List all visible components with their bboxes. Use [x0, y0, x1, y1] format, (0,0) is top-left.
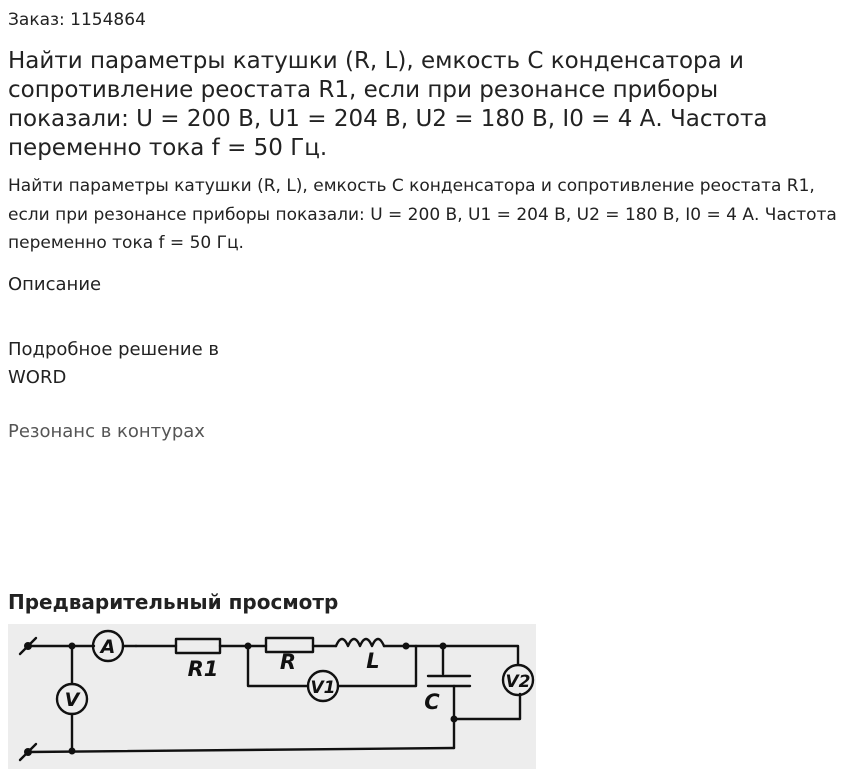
task-description: Найти параметры катушки (R, L), емкость С конденсатора и сопротивление реостата R1, если при резонансе приборы показали: U = 200 В, U1 = 204 В, U2 = 180 В, I0 = 4 А. Частота переменно тока f = 50 Гц. [8, 176, 837, 253]
category-link[interactable]: Резонанс в контурах [8, 421, 205, 442]
r-label: R [279, 650, 297, 674]
description-label: Описание [8, 274, 102, 295]
v-label: V [64, 689, 80, 711]
v2-label: V2 [505, 672, 531, 692]
solution-format: Подробное решение в WORD [8, 339, 220, 388]
voltmeter-v2 [503, 665, 533, 695]
order-number: Заказ: 1154864 [8, 10, 146, 30]
ammeter [93, 631, 123, 661]
task-title: Найти параметры катушки (R, L), емкость С конденсатора и сопротивление реостата R1, если при резонансе приборы показали: U = 200 В, U1 = 204 В, U2 = 180 В, I0 = 4 А. Частота переменно тока f = 50 Гц. [8, 48, 768, 161]
resistor-r1 [176, 639, 220, 681]
voltmeter-v1 [308, 671, 338, 701]
v1-label: V1 [310, 678, 336, 698]
inductor-l [336, 639, 384, 673]
l-label: L [366, 649, 380, 673]
voltmeter-v [57, 684, 87, 714]
circuit-diagram [8, 624, 536, 769]
c-label: C [424, 690, 440, 714]
preview-heading: Предварительный просмотр [8, 590, 339, 614]
ammeter-label: A [100, 636, 116, 658]
resistor-r [266, 638, 313, 674]
capacitor-c [424, 676, 470, 714]
circuit-preview-image [8, 624, 536, 769]
r1-label: R1 [187, 657, 219, 681]
bottom-wire [28, 748, 454, 752]
